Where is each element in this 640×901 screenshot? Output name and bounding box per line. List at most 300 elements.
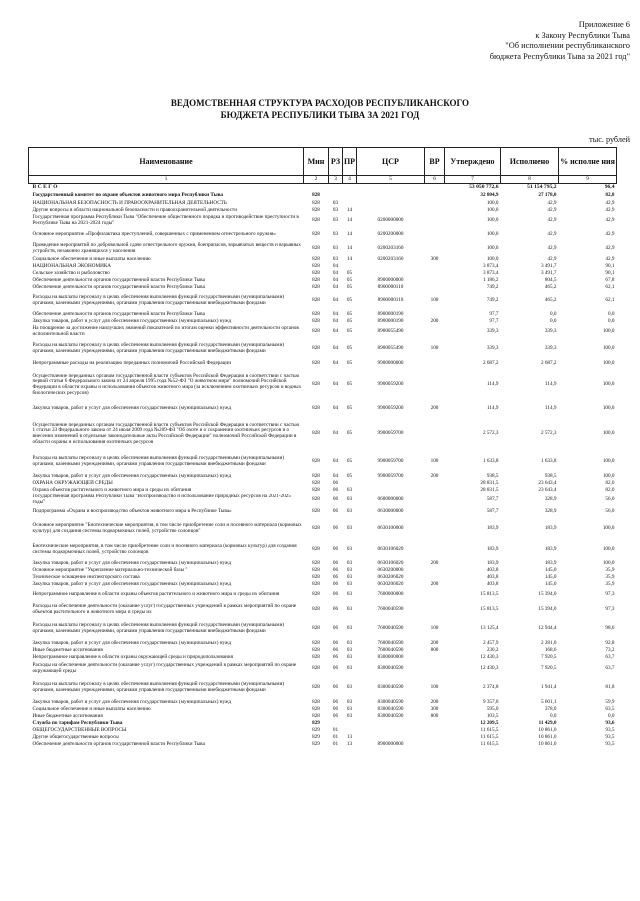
- row-rz: 03: [332, 207, 339, 213]
- row-rz: 06: [332, 525, 339, 532]
- row-rz: 04: [332, 360, 339, 367]
- table-row: [29, 311, 617, 318]
- row-approved: 2 457,9: [482, 640, 499, 646]
- table-header-row: [29, 148, 617, 176]
- row-rz: 04: [332, 270, 339, 276]
- row-csr: 8900000110: [377, 284, 404, 290]
- row-vr: 100: [430, 684, 439, 691]
- row-percent: 100,0: [602, 360, 615, 367]
- row-vr: [425, 734, 445, 741]
- row-approved: 403,8: [486, 574, 499, 580]
- row-name: Государственная программа Республики Тыва "Воспроизводство и использование природных ресурсов на 2021-2025 годы": [32, 494, 291, 505]
- row-rz: 06: [332, 546, 339, 553]
- row-executed: 3 491,7: [540, 270, 557, 276]
- header-executed: Исполнено: [501, 148, 559, 176]
- row-rz: [329, 720, 343, 727]
- row-percent: 35,9: [605, 581, 615, 587]
- row-percent: 93,5: [605, 741, 615, 747]
- row-vr: [425, 574, 445, 581]
- row-name: Государственный комитет по охране объектов животного мира Республики Тыва: [32, 191, 224, 198]
- row-approved: 403,8: [486, 581, 499, 587]
- row-approved: 2 572,3: [482, 430, 499, 437]
- row-percent: 100,0: [602, 525, 615, 532]
- column-number: 5: [357, 176, 425, 184]
- row-pr: 03: [346, 591, 353, 598]
- row-name: Осуществление переданных органам государственной власти субъектов Российской Федерации в соответствии с частью 1 статьи 33 Федерального закона от 24 июля 2009 года №209-ФЗ "Об охоте и о сохранении охотничьих ресурсов и о внесении изменений в отдельные законодательные акты Российской Федерации" полномочий Российской Федерации в области охраны и использования охотничьих ресурсов: [32, 421, 300, 445]
- row-percent: 0,0: [608, 318, 615, 324]
- row-rz: 04: [332, 345, 339, 352]
- row-rz: 04: [332, 405, 339, 412]
- row-percent: 67,8: [605, 277, 615, 283]
- row-approved: 103,5: [486, 713, 499, 719]
- table-row: [29, 699, 617, 706]
- row-percent: 98,6: [605, 625, 615, 632]
- row-min: 828: [312, 508, 320, 515]
- column-number: 8: [501, 176, 559, 184]
- row-executed: 183,9: [544, 546, 557, 553]
- row-rz: 06: [332, 625, 339, 632]
- row-csr: [357, 480, 425, 487]
- row-rz: 04: [332, 328, 339, 335]
- row-executed: 183,9: [544, 525, 557, 532]
- row-min: 828: [312, 217, 320, 224]
- row-name: Основное мероприятие "Биотехнические мероприятия, в том числе приобретение соли и посевного материала (кормовых культур) для создания системы подкормочных полей, устройство солонцов": [32, 522, 302, 534]
- row-pr: 05: [346, 430, 353, 437]
- row-min: 828: [312, 405, 320, 412]
- row-csr: 7600040590: [377, 640, 404, 646]
- row-rz: 03: [332, 245, 339, 252]
- row-approved: 3 873,4: [482, 263, 499, 269]
- row-vr: [425, 207, 445, 214]
- row-min: 828: [312, 381, 320, 388]
- row-percent: 35,9: [605, 574, 615, 580]
- row-approved: 11 615,5: [480, 734, 499, 740]
- row-min: 828: [312, 458, 320, 465]
- column-number: 7: [445, 176, 501, 184]
- row-executed: 42,9: [547, 207, 557, 213]
- row-vr: [425, 567, 445, 574]
- row-csr: 0630106020: [377, 560, 404, 566]
- table-row: [29, 560, 617, 567]
- row-pr: 03: [346, 625, 353, 632]
- row-csr: 8300040590: [377, 713, 404, 719]
- row-vr: 200: [430, 699, 439, 705]
- row-vr: 200: [430, 560, 439, 566]
- row-csr: 8300000000: [377, 654, 404, 660]
- row-rz: 01: [332, 734, 339, 740]
- table-row: [29, 506, 617, 518]
- table-row: [29, 494, 617, 506]
- row-pr: 05: [346, 297, 353, 304]
- row-min: 828: [312, 647, 320, 653]
- row-rz: 06: [332, 480, 339, 486]
- appendix-line: бюджета Республики Тыва за 2021 год": [489, 51, 630, 61]
- row-vr: [425, 417, 445, 451]
- row-executed: 1 633,8: [540, 458, 557, 465]
- row-vr: [425, 270, 445, 277]
- row-name: Расходы на выплаты персоналу в целях обеспечения выполнения функций государственными (муниципальными) органами, казенными учреждениями, органами управления государственными внебюджетными фондами: [32, 455, 285, 467]
- table-row: [29, 677, 617, 699]
- row-vr: 300: [430, 256, 439, 262]
- row-approved: 403,8: [486, 567, 499, 573]
- row-executed: 7 920,5: [540, 665, 557, 672]
- row-percent: 62,1: [605, 284, 615, 290]
- row-csr: 7600040590: [377, 625, 404, 632]
- title-line: ВЕДОМСТВЕННАЯ СТРУКТУРА РАСХОДОВ РЕСПУБЛИКАНСКОГО: [170, 98, 470, 108]
- row-min: 828: [312, 574, 320, 580]
- row-min: 828: [312, 606, 320, 613]
- row-executed: 42,9: [547, 217, 557, 224]
- column-number: 3: [329, 176, 343, 184]
- row-csr: 0200203160: [377, 256, 404, 262]
- row-pr: [343, 263, 357, 270]
- row-pr: 03: [346, 699, 353, 705]
- row-vr: 800: [430, 647, 439, 653]
- table-row: [29, 574, 617, 581]
- row-pr: 03: [346, 606, 353, 613]
- row-percent: 59,9: [605, 699, 615, 705]
- row-min: 828: [312, 318, 320, 324]
- table-row: [29, 741, 617, 748]
- row-pr: 05: [346, 381, 353, 388]
- row-approved: 15 813,5: [480, 606, 499, 613]
- table-row: [29, 214, 617, 228]
- row-executed: 168,6: [544, 647, 557, 653]
- row-percent: 97,3: [605, 606, 615, 613]
- row-csr: 7600040590: [377, 606, 404, 613]
- row-approved: 3 873,4: [482, 270, 499, 276]
- row-percent: 82,0: [605, 487, 615, 493]
- row-percent: 42,9: [605, 256, 615, 262]
- row-csr: 0600000000: [377, 496, 404, 503]
- row-pr: 05: [346, 270, 353, 276]
- row-approved: 13 125,4: [480, 625, 499, 632]
- row-approved: 587,7: [486, 496, 499, 503]
- appendix-note: [410, 20, 630, 62]
- total-approved: 53 050 772,6: [469, 183, 499, 190]
- row-name: Проведение мероприятий по добровольной сдаче огнестрельного оружия, боеприпасов, взрывчатых веществ и взрывных устройств, незаконно хранящихся у населения: [32, 242, 301, 254]
- row-rz: 03: [332, 200, 339, 206]
- row-percent: 63,5: [605, 706, 615, 712]
- table-row: [29, 654, 617, 661]
- row-rz: 06: [332, 496, 339, 503]
- row-csr: [357, 727, 425, 734]
- row-approved: 595,0: [486, 706, 499, 712]
- row-pr: 03: [346, 647, 353, 653]
- row-name: Обеспечение деятельности органов государственной власти Республики Тыва: [32, 284, 205, 290]
- row-pr: 03: [346, 496, 353, 503]
- row-name: ОХРАНА ОКРУЖАЮЩЕЙ СРЕДЫ: [32, 480, 113, 486]
- table-row: [29, 618, 617, 640]
- row-approved: 183,9: [486, 546, 499, 553]
- row-pr: 03: [346, 574, 353, 580]
- row-approved: 97,7: [489, 311, 499, 317]
- table-row: [29, 318, 617, 325]
- row-percent: 100,0: [602, 345, 615, 352]
- row-vr: 200: [430, 473, 439, 479]
- row-min: 828: [312, 191, 320, 198]
- row-name: Закупка товаров, работ и услуг для обеспечения государственных (муниципальных) нужд: [32, 405, 232, 412]
- row-executed: 42,9: [547, 231, 557, 238]
- row-csr: [357, 720, 425, 727]
- row-name: Расходы на выплаты персоналу в целях обеспечения выполнения функций государственными (муниципальными) органами, казенными учреждениями, органами управления государственными внебюджетными фондами: [32, 342, 285, 354]
- row-min: 828: [312, 345, 320, 352]
- row-csr: 7600040590: [377, 647, 404, 653]
- row-approved: 339,3: [486, 345, 499, 352]
- row-percent: 42,9: [605, 231, 615, 238]
- row-approved: 15 813,5: [480, 591, 499, 598]
- row-approved: 749,2: [486, 297, 499, 304]
- table-row: [29, 661, 617, 677]
- row-csr: 0630206020: [377, 581, 404, 587]
- row-percent: 63,7: [605, 665, 615, 672]
- row-min: 828: [312, 591, 320, 598]
- row-percent: 100,0: [602, 328, 615, 335]
- row-approved: 9 357,0: [482, 699, 499, 705]
- row-rz: 03: [332, 217, 339, 224]
- row-executed: 2 281,0: [540, 640, 557, 646]
- table-row: [29, 228, 617, 242]
- row-executed: 10 861,0: [538, 727, 557, 733]
- expenditure-table: [28, 147, 617, 748]
- row-rz: 06: [332, 706, 339, 712]
- row-vr: [425, 242, 445, 256]
- row-min: 828: [312, 684, 320, 691]
- row-vr: 100: [430, 625, 439, 632]
- row-min: 828: [312, 640, 320, 646]
- row-rz: 06: [332, 647, 339, 653]
- total-label: В С Е Г О: [32, 183, 58, 190]
- row-csr: 0630100000: [377, 525, 404, 532]
- row-pr: [343, 720, 357, 727]
- row-pr: 13: [346, 734, 353, 740]
- row-approved: 11 615,5: [480, 727, 499, 733]
- row-name: Закупка товаров, работ и услуг для обеспечения государственных (муниципальных) нужд: [32, 581, 232, 587]
- row-vr: 200: [430, 405, 439, 412]
- table-row: [29, 588, 617, 602]
- row-executed: 465,2: [544, 297, 557, 304]
- row-csr: 8900000190: [377, 311, 404, 317]
- header-percent: % исполне ния: [559, 148, 617, 176]
- row-executed: 27 178,0: [538, 191, 557, 198]
- row-name: Расходы на обеспечение деятельности (оказание услуг) государственных учреждений в рамках мероприятий по охране окружающей среды: [32, 662, 297, 674]
- row-min: 828: [312, 328, 320, 335]
- row-executed: 145,0: [544, 567, 557, 573]
- row-executed: 145,0: [544, 581, 557, 587]
- row-approved: 1 186,2: [482, 277, 499, 283]
- row-min: 828: [312, 430, 320, 437]
- row-csr: 8900055490: [377, 345, 404, 352]
- appendix-line: к Закону Республики Тыва: [535, 30, 630, 40]
- table-row: [29, 291, 617, 311]
- table-row: [29, 581, 617, 588]
- row-csr: 0630106020: [377, 546, 404, 553]
- row-executed: 5 601,1: [540, 699, 557, 705]
- row-percent: 100,0: [602, 546, 615, 553]
- table-row: [29, 417, 617, 451]
- table-row: [29, 473, 617, 480]
- row-min: 828: [312, 567, 320, 573]
- row-approved: 100,0: [486, 207, 499, 213]
- row-vr: 200: [430, 318, 439, 324]
- row-vr: [425, 325, 445, 339]
- row-vr: [425, 602, 445, 618]
- row-vr: [425, 487, 445, 494]
- row-percent: 73,2: [605, 647, 615, 653]
- row-percent: 63,7: [605, 654, 615, 660]
- row-csr: [357, 263, 425, 270]
- row-pr: 05: [346, 458, 353, 465]
- row-csr: 8300040590: [377, 684, 404, 691]
- row-csr: 7600000000: [377, 591, 404, 598]
- row-name: Социальное обеспечение и иные выплаты населению: [32, 256, 151, 262]
- row-percent: 100,0: [602, 405, 615, 412]
- table-row: [29, 567, 617, 574]
- row-executed: 114,9: [545, 381, 557, 388]
- row-percent: 82,0: [605, 480, 615, 486]
- row-min: 828: [312, 200, 320, 206]
- column-number: 6: [425, 176, 445, 184]
- row-approved: 749,2: [486, 284, 499, 290]
- row-name: Закупка товаров, работ и услуг для обеспечения государственных (муниципальных) нужд: [32, 640, 232, 646]
- row-pr: 05: [346, 284, 353, 290]
- row-rz: [329, 191, 343, 200]
- row-csr: 0630200000: [377, 567, 404, 573]
- row-name: Другие вопросы в области национальной безопасности и правоохранительной деятельности: [32, 207, 237, 213]
- row-csr: [357, 191, 425, 200]
- row-name: Обеспечение деятельности органов государственной власти Республики Тыва: [32, 741, 205, 747]
- row-rz: 04: [332, 263, 339, 269]
- row-rz: 04: [332, 297, 339, 304]
- row-min: 828: [312, 270, 320, 276]
- column-number: 9: [559, 176, 617, 184]
- row-approved: 587,7: [486, 508, 499, 515]
- total-percent: 96,4: [604, 183, 615, 190]
- row-name: ОБЩЕГОСУДАРСТВЕННЫЕ ВОПРОСЫ: [32, 727, 127, 733]
- row-min: 828: [312, 581, 320, 587]
- table-row: [29, 487, 617, 494]
- row-name: Расходы на обеспечение деятельности (оказание услуг) государственных учреждений в рамках мероприятий по охране объектов растительного и животного мира и среды их: [32, 603, 297, 615]
- row-percent: 100,0: [602, 458, 615, 465]
- row-executed: 465,2: [544, 284, 557, 290]
- row-percent: 0,0: [608, 311, 615, 317]
- row-pr: 03: [346, 525, 353, 532]
- row-rz: 06: [332, 567, 339, 573]
- row-rz: 04: [332, 473, 339, 479]
- row-min: 828: [312, 699, 320, 705]
- row-csr: 8900000190: [377, 318, 404, 324]
- row-csr: 0200000000: [377, 217, 404, 224]
- row-pr: 03: [346, 487, 353, 493]
- row-rz: 03: [332, 256, 339, 262]
- row-executed: 183,9: [544, 560, 557, 566]
- row-vr: [425, 661, 445, 677]
- row-rz: 04: [332, 277, 339, 283]
- row-executed: 328,9: [544, 508, 557, 515]
- row-percent: 42,9: [605, 217, 615, 224]
- appendix-line: "Об исполнении республиканского: [505, 41, 630, 51]
- row-percent: 90,1: [605, 263, 615, 269]
- header-min: Мин: [304, 148, 329, 176]
- table-row: [29, 325, 617, 339]
- row-executed: 339,3: [544, 328, 557, 335]
- table-row: [29, 647, 617, 654]
- row-executed: 23 643,4: [538, 487, 557, 493]
- row-vr: [425, 741, 445, 748]
- row-name: НАЦИОНАЛЬНАЯ ЭКОНОМИКА: [32, 263, 112, 269]
- header-csr: ЦСР: [357, 148, 425, 176]
- row-vr: 300: [430, 706, 439, 712]
- row-rz: 06: [332, 684, 339, 691]
- row-csr: 0630000000: [377, 508, 404, 515]
- table-row: [29, 359, 617, 369]
- row-name: Основное мероприятие "Укрепление материально-технической базы ": [32, 567, 188, 573]
- row-executed: 15 394,0: [538, 591, 557, 598]
- row-name: Обеспечение деятельности органов государственной власти Республики Тыва: [32, 311, 205, 317]
- row-executed: 1 941,4: [540, 684, 557, 691]
- header-approved: Утверждено: [445, 148, 501, 176]
- table-row: [29, 200, 617, 207]
- row-name: Расходы на выплаты персоналу в целях обеспечения выполнения функций государственными (муниципальными) органами, казенными учреждениями, органами управления государственными внебюджетными фондами: [32, 681, 285, 693]
- row-name: Обеспечение деятельности органов государственной власти Республики Тыва: [32, 277, 205, 283]
- table-row: [29, 256, 617, 263]
- row-percent: 100,0: [602, 430, 615, 437]
- row-csr: 8900000110: [377, 297, 404, 304]
- row-vr: [425, 506, 445, 518]
- row-rz: 06: [332, 581, 339, 587]
- row-name: Основное мероприятие «Профилактика преступлений, совершенных с применением огнестрельного оружия»: [32, 231, 276, 238]
- row-name: Непрограммное направление в области охраны объектов растительного и животного мира и среды их обитания: [32, 591, 280, 598]
- row-executed: 339,3: [544, 345, 557, 352]
- row-name: Другие общегосударственные вопросы: [32, 734, 119, 740]
- row-name: На поощрение за достижение наилучших значений показателей по итогам оценки эффективности деятельности органов исполнительной власти: [32, 325, 299, 337]
- row-vr: 200: [430, 581, 439, 587]
- row-csr: 8300040590: [377, 665, 404, 672]
- row-executed: 938,5: [544, 473, 557, 479]
- row-rz: 06: [332, 606, 339, 613]
- row-pr: 03: [346, 665, 353, 672]
- total-row: [29, 184, 617, 192]
- row-percent: 35,9: [605, 567, 615, 573]
- table-row: [29, 518, 617, 540]
- row-min: 828: [312, 560, 320, 566]
- row-pr: 03: [346, 508, 353, 515]
- table-row: [29, 207, 617, 214]
- row-pr: 05: [346, 405, 353, 412]
- row-percent: 97,3: [605, 591, 615, 598]
- row-approved: 12 430,3: [480, 665, 499, 672]
- row-executed: 2 572,3: [540, 430, 557, 437]
- row-executed: 42,9: [547, 256, 557, 262]
- row-percent: 62,1: [605, 297, 615, 304]
- row-executed: 12 944,4: [538, 625, 557, 632]
- table-row: [29, 540, 617, 560]
- row-csr: 9900059700: [377, 473, 404, 479]
- row-vr: [425, 263, 445, 270]
- document-title: [100, 97, 540, 121]
- row-rz: 06: [332, 574, 339, 580]
- row-approved: 100,0: [486, 245, 499, 252]
- row-approved: 12 430,3: [480, 654, 499, 660]
- table-row: [29, 369, 617, 401]
- row-min: 829: [312, 741, 320, 747]
- row-csr: 8300040590: [377, 699, 404, 705]
- row-pr: 05: [346, 328, 353, 335]
- row-pr: 03: [346, 684, 353, 691]
- header-name: Наименование: [29, 148, 304, 176]
- row-rz: 01: [332, 741, 339, 747]
- row-min: 828: [312, 311, 320, 317]
